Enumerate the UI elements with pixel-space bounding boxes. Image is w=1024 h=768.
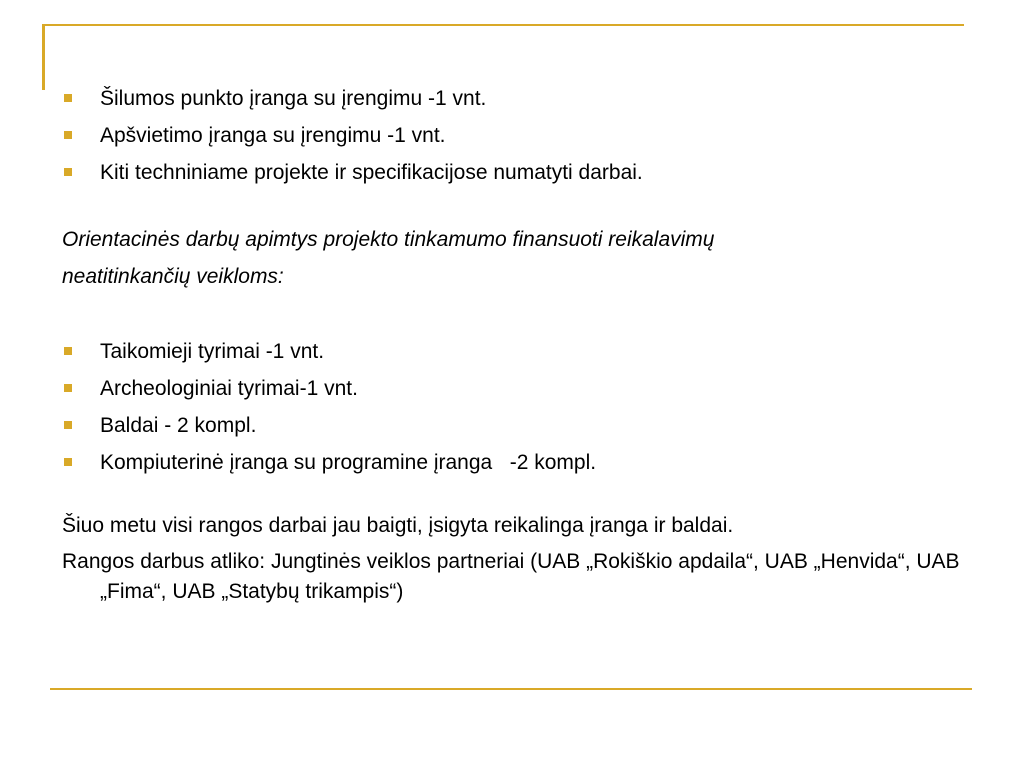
list-item-text: Kompiuterinė įranga su programine įranga -2 kompl. bbox=[100, 451, 597, 474]
closing-paragraph-1: Šiuo metu visi rangos darbai jau baigti, įsigyta reikalinga įranga ir baldai. bbox=[62, 514, 734, 537]
frame-top-line bbox=[42, 24, 964, 26]
square-bullet-icon bbox=[64, 94, 72, 102]
list-item-text: Taikomieji tyrimai -1 vnt. bbox=[100, 340, 325, 363]
square-bullet-icon bbox=[64, 458, 72, 466]
frame-bottom-line bbox=[50, 688, 972, 690]
square-bullet-icon bbox=[64, 168, 72, 176]
list-item-text: Apšvietimo įranga su įrengimu -1 vnt. bbox=[100, 124, 446, 147]
list-item bbox=[62, 370, 962, 407]
italic-heading-line-2: neatitinkančių veikloms: bbox=[62, 265, 284, 288]
square-bullet-icon bbox=[64, 131, 72, 139]
italic-heading-line-1: Orientacinės darbų apimtys projekto tinkamumo finansuoti reikalavimų bbox=[62, 228, 715, 251]
closing-paragraph-2: Rangos darbus atliko: Jungtinės veiklos partneriai (UAB „Rokiškio apdaila“, UAB „Henvida“, UAB „Fima“, UAB „Statybų trikampis“) bbox=[62, 550, 960, 603]
list-item bbox=[62, 444, 962, 481]
list-item-text: Baldai - 2 kompl. bbox=[100, 414, 257, 437]
list-item-text: Kiti techniniame projekte ir specifikacijose numatyti darbai. bbox=[100, 161, 643, 184]
bullet-list-1 bbox=[62, 80, 962, 191]
bullet-list-2 bbox=[62, 333, 962, 481]
list-item bbox=[62, 80, 962, 117]
list-item bbox=[62, 407, 962, 444]
list-item-text: Archeologiniai tyrimai-1 vnt. bbox=[100, 377, 358, 400]
slide-content bbox=[62, 80, 962, 607]
frame-left-line bbox=[42, 24, 45, 90]
list-item bbox=[62, 333, 962, 370]
square-bullet-icon bbox=[64, 421, 72, 429]
list-item-text: Šilumos punkto įranga su įrengimu -1 vnt. bbox=[100, 87, 487, 110]
square-bullet-icon bbox=[64, 384, 72, 392]
square-bullet-icon bbox=[64, 347, 72, 355]
list-item bbox=[62, 117, 962, 154]
list-item bbox=[62, 154, 962, 191]
